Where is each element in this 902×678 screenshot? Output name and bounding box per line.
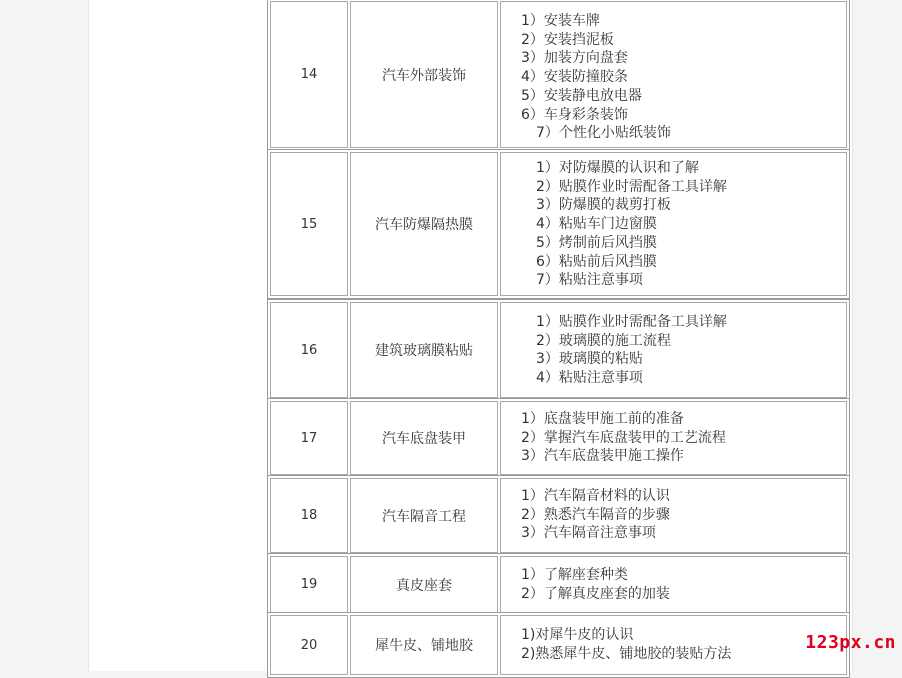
list-item: 4）安装防撞胶条 bbox=[521, 69, 628, 86]
list-item: 1）底盘装甲施工前的准备 bbox=[521, 411, 684, 427]
list-item: 3）玻璃膜的粘贴 bbox=[536, 351, 643, 368]
list-item: 7）个性化小贴纸装饰 bbox=[536, 125, 671, 142]
row-number: 18 bbox=[270, 478, 348, 553]
list-item: 1）安装车牌 bbox=[521, 13, 600, 29]
list-item: 1)对犀牛皮的认识 bbox=[521, 627, 634, 643]
list-item: 3）加装方向盘套 bbox=[521, 50, 628, 67]
row-items bbox=[500, 152, 847, 296]
table-row bbox=[267, 553, 850, 616]
list-item: 7）粘贴注意事项 bbox=[536, 272, 643, 289]
row-number: 16 bbox=[270, 302, 348, 398]
list-item: 3）汽车底盘装甲施工操作 bbox=[521, 448, 684, 465]
list-item: 4）粘贴注意事项 bbox=[536, 370, 643, 387]
row-number: 19 bbox=[270, 556, 348, 613]
list-item: 2）掌握汽车底盘装甲的工艺流程 bbox=[521, 429, 726, 446]
row-number: 20 bbox=[270, 615, 348, 675]
row-items bbox=[500, 401, 847, 475]
list-item: 2）玻璃膜的施工流程 bbox=[536, 332, 671, 349]
list-item: 3）防爆膜的裁剪打板 bbox=[536, 197, 671, 214]
list-item: 2）了解真皮座套的加装 bbox=[521, 585, 670, 602]
list-item: 2）贴膜作业时需配备工具详解 bbox=[536, 178, 727, 195]
row-topic: 建筑玻璃膜粘贴 bbox=[350, 302, 498, 398]
list-item: 1）对防爆膜的认识和了解 bbox=[536, 160, 699, 176]
row-topic: 汽车防爆隔热膜 bbox=[350, 152, 498, 296]
list-item: 3）汽车隔音注意事项 bbox=[521, 525, 656, 542]
table-row bbox=[267, 398, 850, 478]
row-items bbox=[500, 556, 847, 613]
list-item: 6）车身彩条装饰 bbox=[521, 106, 628, 123]
table-row bbox=[267, 612, 850, 678]
row-topic: 汽车外部装饰 bbox=[350, 1, 498, 148]
list-item: 2）熟悉汽车隔音的步骤 bbox=[521, 506, 670, 523]
list-item: 1）贴膜作业时需配备工具详解 bbox=[536, 314, 727, 330]
row-number: 15 bbox=[270, 152, 348, 296]
row-items bbox=[500, 302, 847, 398]
row-items bbox=[500, 1, 847, 148]
list-item: 5）烤制前后风挡膜 bbox=[536, 234, 657, 251]
row-topic: 犀牛皮、铺地胶 bbox=[350, 615, 498, 675]
row-number: 14 bbox=[270, 1, 348, 148]
row-number: 17 bbox=[270, 401, 348, 475]
row-topic: 真皮座套 bbox=[350, 556, 498, 613]
list-item: 1）了解座套种类 bbox=[521, 567, 628, 583]
table-row bbox=[267, 475, 850, 556]
row-items bbox=[500, 478, 847, 553]
row-topic: 汽车隔音工程 bbox=[350, 478, 498, 553]
list-item: 6）粘贴前后风挡膜 bbox=[536, 253, 657, 270]
list-item: 1）汽车隔音材料的认识 bbox=[521, 488, 670, 504]
table-row bbox=[267, 149, 850, 299]
row-topic: 汽车底盘装甲 bbox=[350, 401, 498, 475]
watermark: 123px.cn bbox=[805, 632, 896, 653]
table-row bbox=[267, 0, 850, 151]
row-items bbox=[500, 615, 847, 675]
list-item: 2）安装挡泥板 bbox=[521, 31, 614, 48]
list-item: 2)熟悉犀牛皮、铺地胶的装贴方法 bbox=[521, 645, 732, 662]
list-item: 4）粘贴车门边窗膜 bbox=[536, 216, 657, 233]
page bbox=[88, 0, 853, 671]
table-row bbox=[267, 299, 850, 401]
list-item: 5）安装静电放电器 bbox=[521, 87, 642, 104]
